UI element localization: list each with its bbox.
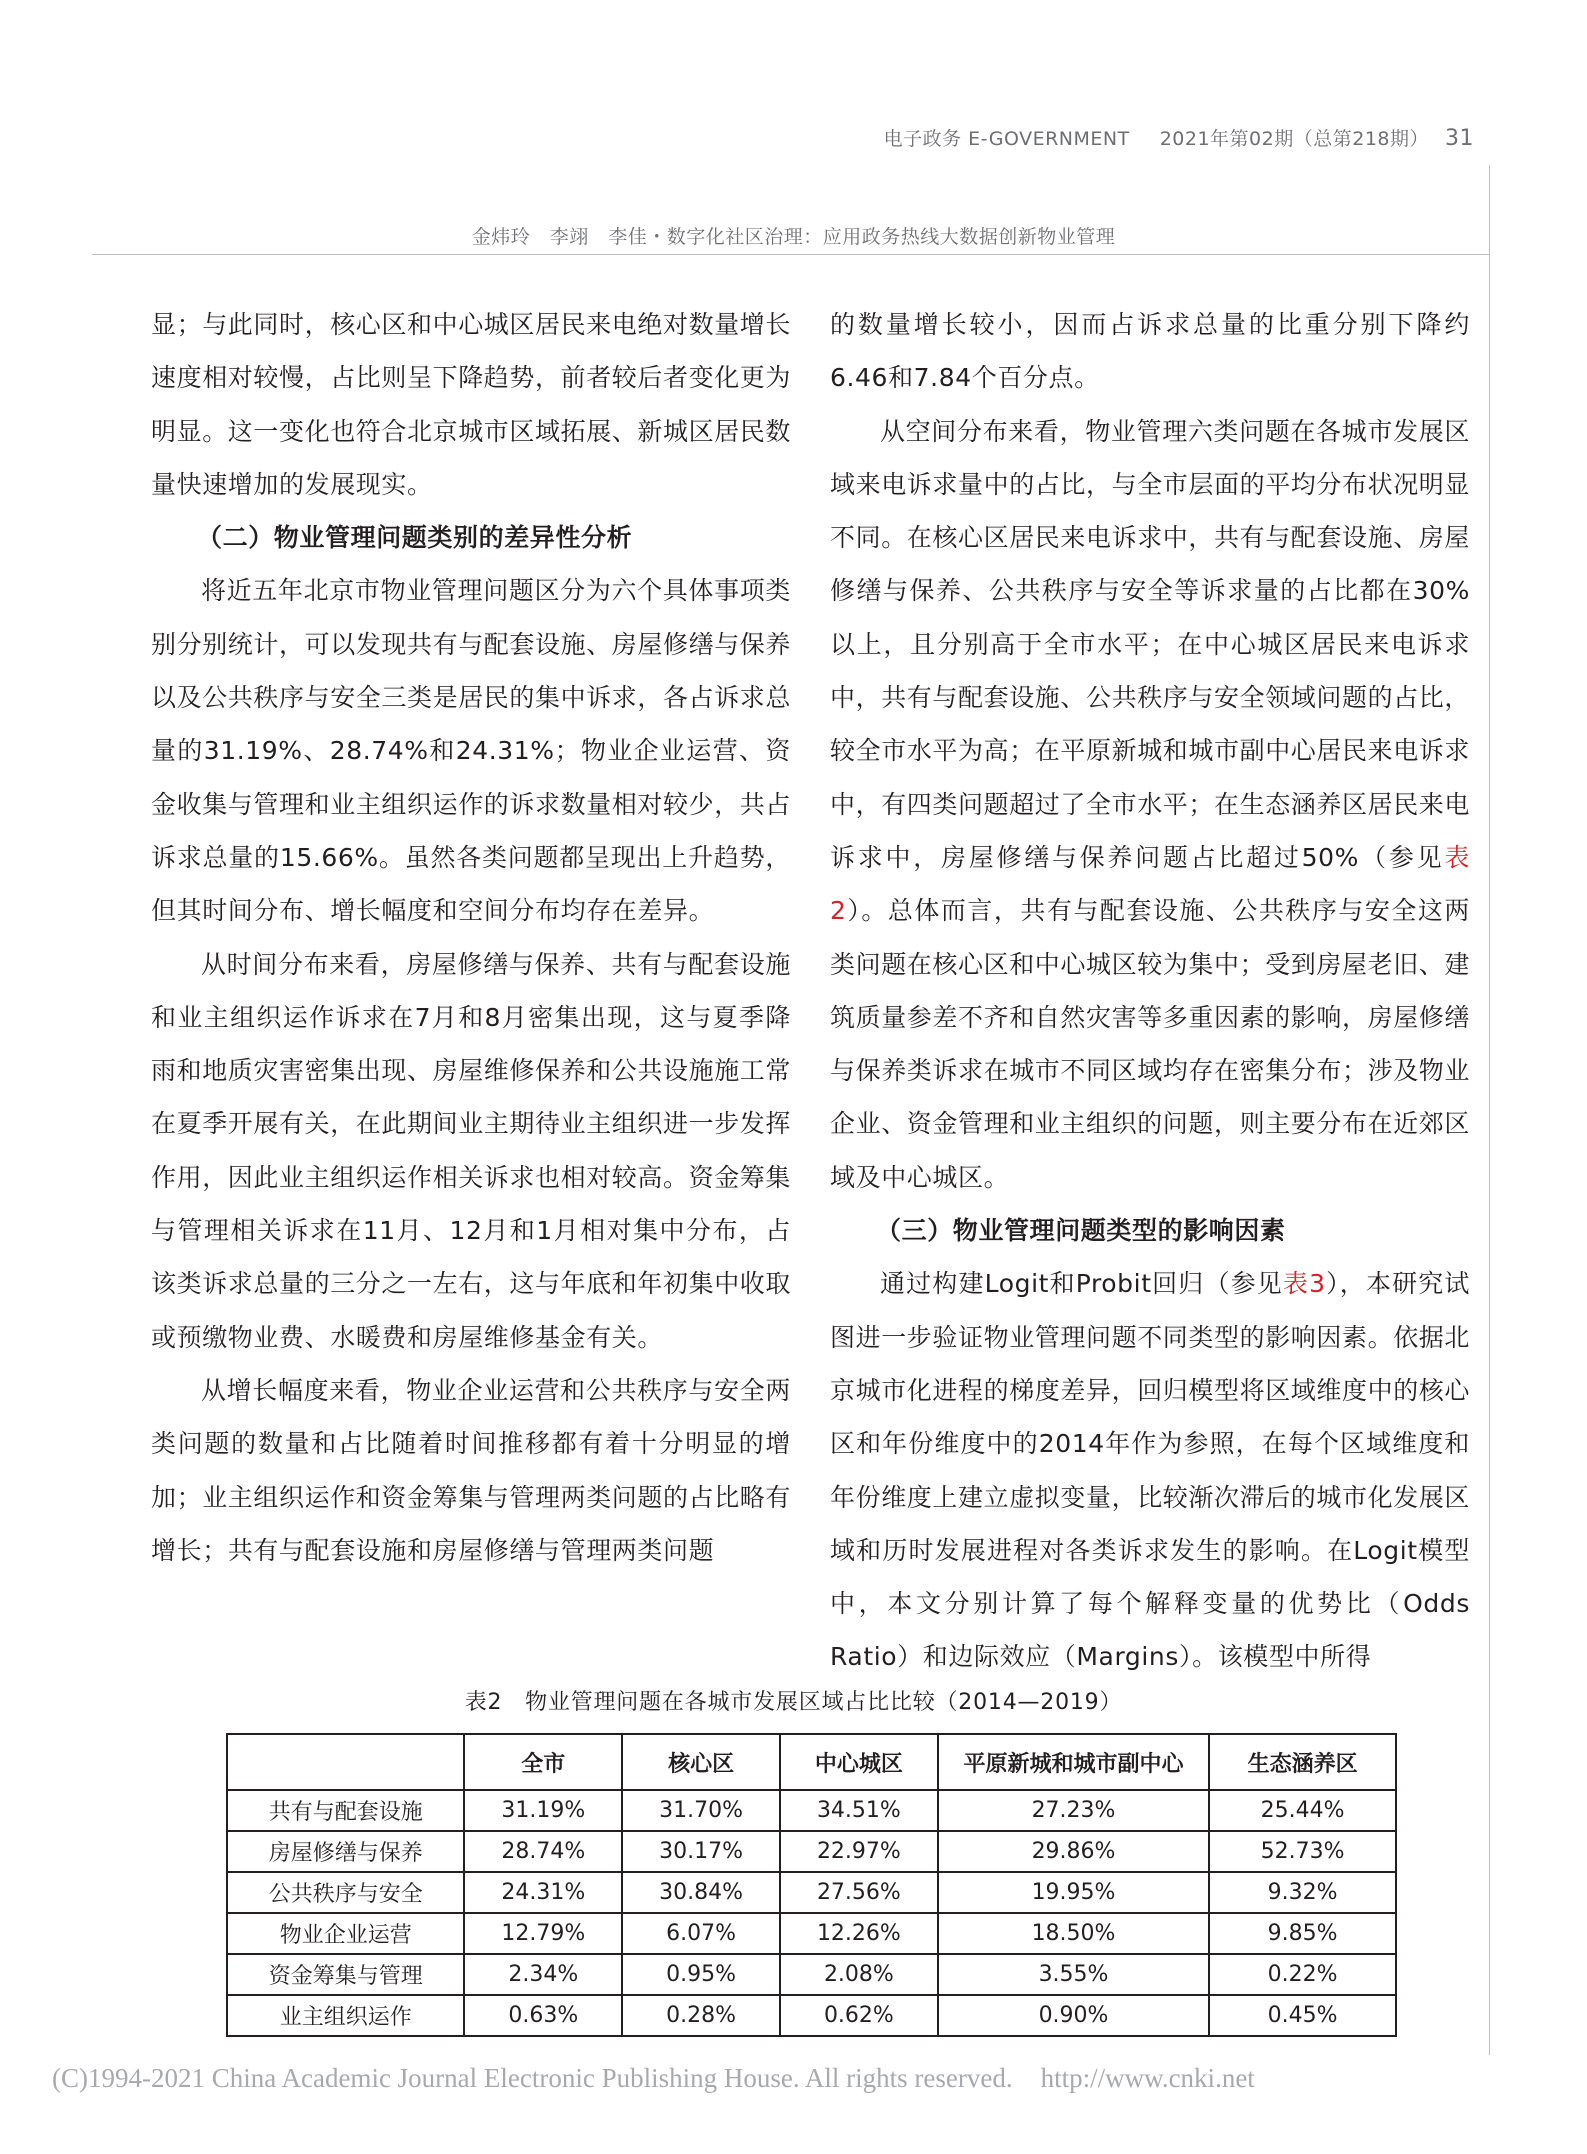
table-cell: 0.90% xyxy=(938,1995,1209,2036)
row-label: 业主组织运作 xyxy=(227,1995,464,2036)
table-row xyxy=(227,1913,1396,1954)
table-cell: 12.26% xyxy=(780,1913,938,1954)
section-heading: （三）物业管理问题类型的影响因素 xyxy=(876,1216,1286,1246)
row-label: 物业企业运营 xyxy=(227,1913,464,1954)
page-number: 31 xyxy=(1445,126,1474,151)
table-cell: 2.34% xyxy=(464,1954,622,1995)
running-head xyxy=(884,124,1474,151)
header-divider xyxy=(92,254,1490,255)
table-cell: 0.45% xyxy=(1209,1995,1396,2036)
table-cell: 9.32% xyxy=(1209,1872,1396,1913)
table-cell: 0.28% xyxy=(622,1995,780,2036)
table-caption: 表2 物业管理问题在各城市发展区域占比比较（2014—2019） xyxy=(464,1690,1123,1715)
table-cell: 31.19% xyxy=(464,1790,622,1831)
table-cell: 2.08% xyxy=(780,1954,938,1995)
row-label: 房屋修缮与保养 xyxy=(227,1831,464,1872)
copyright-notice: (C)1994-2021 China Academic Journal Electronic Publishing House. All rights reserved. xyxy=(52,2063,1013,2093)
footer-url[interactable]: http://www.cnki.net xyxy=(1040,2063,1255,2093)
table-cell: 29.86% xyxy=(938,1831,1209,1872)
issue-info: 2021年第02期（总第218期） xyxy=(1159,128,1429,150)
right-column xyxy=(830,298,1470,1684)
table-cell: 27.56% xyxy=(780,1872,938,1913)
table-row xyxy=(227,1995,1396,2036)
table-cell: 0.62% xyxy=(780,1995,938,2036)
paragraph-text: ）。总体而言，共有与配套设施、公共秩序与安全这两类问题在核心区和中心城区较为集中；受到房屋老旧、建筑质量参差不齐和自然灾害等多重因素的影响，房屋修缮与保养类诉求在城市不同区域均存在密集分布；涉及物业企业、资金管理和业主组织的问题，则主要分布在近郊区域及中心城区。 xyxy=(830,896,1471,1192)
table-row xyxy=(227,1872,1396,1913)
table-cell: 24.31% xyxy=(464,1872,622,1913)
paragraph: 从时间分布来看，房屋修缮与保养、共有与配套设施和业主组织运作诉求在7月和8月密集出现，这与夏季降雨和地质灾害密集出现、房屋维修保养和公共设施施工常在夏季开展有关，在此期间业主期待业主组织进一步发挥作用，因此业主组织运作相关诉求也相对较高。资金筹集与管理相关诉求在11月、12月和1月相对集中分布，占该类诉求总量的三分之一左右，这与年底和年初集中收取或预缴物业费、水暖费和房屋维修基金有关。 xyxy=(151,949,792,1352)
table-cell: 6.07% xyxy=(622,1913,780,1954)
table-cell: 34.51% xyxy=(780,1790,938,1831)
table-cell: 19.95% xyxy=(938,1872,1209,1913)
table-cell: 0.63% xyxy=(464,1995,622,2036)
table-cell: 12.79% xyxy=(464,1913,622,1954)
table-cell: 28.74% xyxy=(464,1831,622,1872)
left-column xyxy=(151,298,791,1577)
table-row xyxy=(227,1954,1396,1995)
paragraph-text: 通过构建Logit和Probit回归（参见 xyxy=(880,1269,1283,1299)
table-cell: 9.85% xyxy=(1209,1913,1396,1954)
table-cell: 3.55% xyxy=(938,1954,1209,1995)
table-cell: 0.95% xyxy=(622,1954,780,1995)
paragraph-text: 从空间分布来看，物业管理六类问题在各城市发展区域来电诉求量中的占比，与全市层面的平均分布状况明显不同。在核心区居民来电诉求中，共有与配套设施、房屋修缮与保养、公共秩序与安全等诉求量的占比都在30%以上，且分别高于全市水平；在中心城区居民来电诉求中，共有与配套设施、公共秩序与安全领域问题的占比，较全市水平为高；在平原新城和城市副中心居民来电诉求中，有四类问题超过了全市水平；在生态涵养区居民来电诉求中，房屋修缮与保养问题占比超过50%（参见 xyxy=(830,416,1471,872)
column-header: 生态涵养区 xyxy=(1209,1734,1396,1790)
table-cell: 0.22% xyxy=(1209,1954,1396,1995)
paragraph: 将近五年北京市物业管理问题区分为六个具体事项类别分别统计，可以发现共有与配套设施、房屋修缮与保养以及公共秩序与安全三类是居民的集中诉求，各占诉求总量的31.19%、28.74%和24.31%；物业企业运营、资金收集与管理和业主组织运作的诉求数量相对较少，共占诉求总量的15.66%。虽然各类问题都呈现出上升趋势，但其时间分布、增长幅度和空间分布均存在差异。 xyxy=(151,576,792,926)
row-label: 公共秩序与安全 xyxy=(227,1872,464,1913)
table-reference-link[interactable]: 表2 xyxy=(830,842,1470,926)
column-header: 平原新城和城市副中心 xyxy=(938,1734,1209,1790)
table-row xyxy=(227,1831,1396,1872)
data-table xyxy=(226,1733,1397,2037)
row-label: 资金筹集与管理 xyxy=(227,1954,464,1995)
footer xyxy=(52,2063,1255,2094)
paragraph: 的数量增长较小，因而占诉求总量的比重分别下降约6.46和7.84个百分点。 xyxy=(830,310,1470,393)
section-heading: （二）物业管理问题类别的差异性分析 xyxy=(197,523,633,553)
table-row xyxy=(227,1790,1396,1831)
table-cell: 30.17% xyxy=(622,1831,780,1872)
table-cell: 27.23% xyxy=(938,1790,1209,1831)
table-reference-link[interactable]: 表3 xyxy=(1282,1269,1326,1299)
column-header: 核心区 xyxy=(622,1734,780,1790)
table-cell: 18.50% xyxy=(938,1913,1209,1954)
table-cell: 25.44% xyxy=(1209,1790,1396,1831)
column-header xyxy=(227,1734,464,1790)
paragraph xyxy=(830,405,1470,1204)
table-cell: 22.97% xyxy=(780,1831,938,1872)
article-running-title: 金炜玲 李翊 李佳・数字化社区治理：应用政务热线大数据创新物业管理 xyxy=(471,226,1116,248)
column-header: 全市 xyxy=(464,1734,622,1790)
table-cell: 52.73% xyxy=(1209,1831,1396,1872)
table-cell: 31.70% xyxy=(622,1790,780,1831)
journal-name: 电子政务 E-GOVERNMENT xyxy=(883,128,1130,150)
row-label: 共有与配套设施 xyxy=(227,1790,464,1831)
paragraph-text: ），本研究试图进一步验证物业管理问题不同类型的影响因素。依据北京城市化进程的梯度差异，回归模型将区域维度中的核心区和年份维度中的2014年作为参照，在每个区域维度和年份维度上建立虚拟变量，比较渐次滞后的城市化发展区域和历时发展进程对各类诉求发生的影响。在Logit模型中，本文分别计算了每个解释变量的优势比（Odds Ratio）和边际效应（Margins）。该模型中所得 xyxy=(830,1269,1471,1672)
table-cell: 30.84% xyxy=(622,1872,780,1913)
paragraph: 显；与此同时，核心区和中心城区居民来电绝对数量增长速度相对较慢，占比则呈下降趋势，前者较后者变化更为明显。这一变化也符合北京城市区域拓展、新城区居民数量快速增加的发展现实。 xyxy=(151,310,792,499)
column-header: 中心城区 xyxy=(780,1734,938,1790)
paragraph: 从增长幅度来看，物业企业运营和公共秩序与安全两类问题的数量和占比随着时间推移都有着十分明显的增加；业主组织运作和资金筹集与管理两类问题的占比略有增长；共有与配套设施和房屋修缮与管理两类问题 xyxy=(151,1375,792,1565)
paragraph xyxy=(830,1257,1470,1683)
margin-rule xyxy=(1489,165,1490,2055)
table-header-row xyxy=(227,1734,1396,1790)
